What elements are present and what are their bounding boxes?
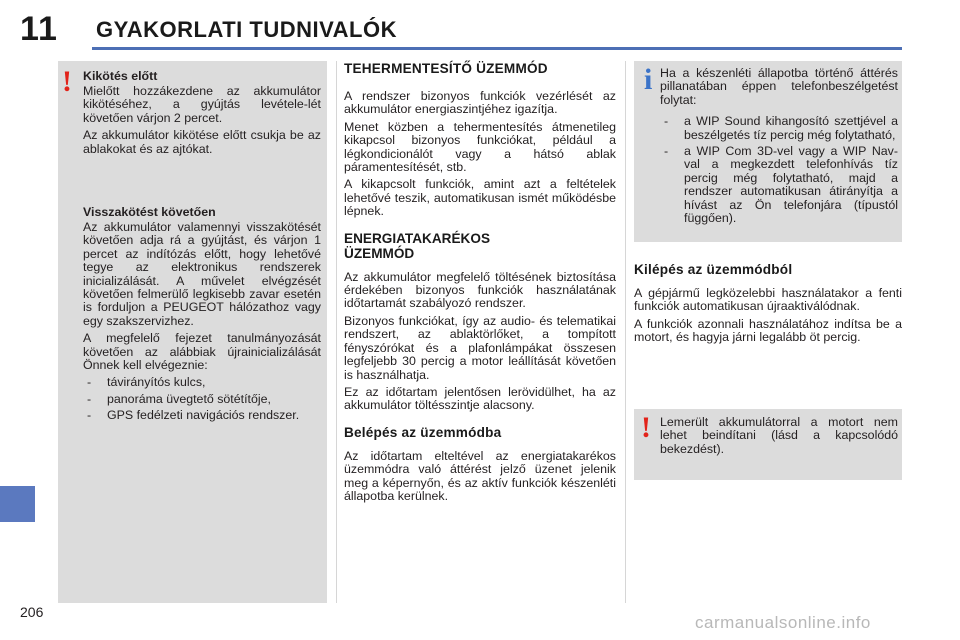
info-content [660,67,898,228]
entering-mode-heading: Belépés az üzemmódba [344,424,502,440]
after-reconnect-title: Visszakötést követően [83,205,216,219]
list-item: - a WIP Com 3D-vel vagy a WIP Nav-val a megkezdett telefonhívás tíz percig még folytatható, majd a rendszer automatikusan átirányítja a hívást az Ön telefonjára (típustól függően). [660,145,898,225]
info-icon: i [644,63,653,96]
info-list [660,115,898,225]
load-shedding-text-2: Menet közben a tehermentesítés átmenetileg kikapcsol bizonyos funkciókat, például a légkondicionálót vagy a hátsó ablak páramentesítését, stb. [344,119,616,175]
list-item: - GPS fedélzeti navigációs rendszer. [83,409,321,422]
before-disconnect-title: Kikötés előtt [83,69,158,83]
battery-warning-content [660,416,898,460]
before-disconnect-block [83,69,321,160]
warning-icon: ! [62,65,72,98]
chapter-title: GYAKORLATI TUDNIVALÓK [96,17,397,42]
battery-warning-panel [634,409,902,480]
left-warning-panel [58,61,327,603]
exit-mode-text-2: A funkciók azonnali használatához indítsa be a motort, és hagyja járni legalább öt percig. [634,316,902,345]
warning-icon: ! [641,411,651,444]
column-divider [625,61,626,603]
info-panel [634,61,902,242]
right-column [634,262,902,349]
energy-saving-heading: ENERGIATAKARÉKOS ÜZEMMÓD [344,230,491,261]
load-shedding-heading: TEHERMENTESÍTŐ ÜZEMMÓD [344,61,548,76]
column-divider [336,61,337,603]
load-shedding-text-1: A rendszer bizonyos funkciók vezérlését az akkumulátor energiaszintjéhez igazítja. [344,89,616,117]
list-item: - távirányítós kulcs, [83,376,321,389]
after-reconnect-block [83,205,321,426]
energy-saving-text-1: Az akkumulátor megfelelő töltésének biztosítása érdekében bizonyos funkciók használatának időtartamát szabályozó rendszer. [344,269,616,311]
chapter-number: 11 [20,10,58,48]
watermark: carmanualsonline.info [695,613,871,632]
after-reconnect-text-1: Az akkumulátor valamennyi visszakötését követően adja rá a gyújtást, és várjon 1 percet az indítózás előtt, hogy lehetővé tegye az elektronikus rendszerek inicializálását. A művelet elvégzését követően felmerülő legkisebb zavar esetén is forduljon a PEUGEOT hálózathoz vagy egy szakszervizhez. [83,220,321,328]
reinit-list [83,376,321,422]
exit-mode-heading: Kilépés az üzemmódból [634,262,793,277]
battery-warning-text: Lemerült akkumulátorral a motort nem lehet beindítani (lásd a kapcsolódó bekezdést). [660,415,898,456]
exit-mode-text-1: A gépjármű legközelebbi használatakor a fenti funkciók automatikusan újraaktiválódnak. [634,286,902,314]
energy-saving-text-2: Bizonyos funkciókat, így az audio- és telematikai rendszert, az ablaktörlőket, a tompított fényszórókat és a plafonlámpákat összesen legfeljebb 30 percig a motor leállítását követően is használhatja. [344,313,616,382]
before-disconnect-text-1: Mielőtt hozzákezdene az akkumulátor kikötéséhez, a gyújtás levétele-lét követően várjon 2 percet. [83,84,321,125]
middle-column [344,61,616,507]
chapter-side-tab [0,486,35,522]
entering-mode-text: Az időtartam elteltével az energiatakarékos üzemmódra való áttérést jelző üzenet jelenik meg a képernyőn, és az aktív funkciók készenléti állapotba kerülnek. [344,448,616,503]
info-text: Ha a készenléti állapotba történő áttérés pillanatában éppen telefonbeszélgetést folytat: [660,66,898,107]
list-item: - a WIP Sound kihangosító szettjével a beszélgetés tíz percig még folytatható, [660,115,898,142]
list-item: - panoráma üvegtető sötétítője, [83,393,321,406]
header-rule [92,47,902,50]
load-shedding-text-3: A kikapcsolt funkciók, amint azt a feltételek lehetővé teszik, automatikusan ismét működésbe lépnek. [344,177,616,219]
before-disconnect-text-2: Az akkumulátor kikötése előtt csukja be az ablakokat és az ajtókat. [83,128,321,156]
page-number: 206 [20,604,44,620]
energy-saving-text-3: Ez az időtartam jelentősen lerövidülhet, ha az akkumulátor töltésszintje alacsony. [344,384,616,413]
after-reconnect-text-2: A megfelelő fejezet tanulmányozását követően az alábbiak újrainicializálását Önnek kell elvégeznie: [83,331,321,373]
